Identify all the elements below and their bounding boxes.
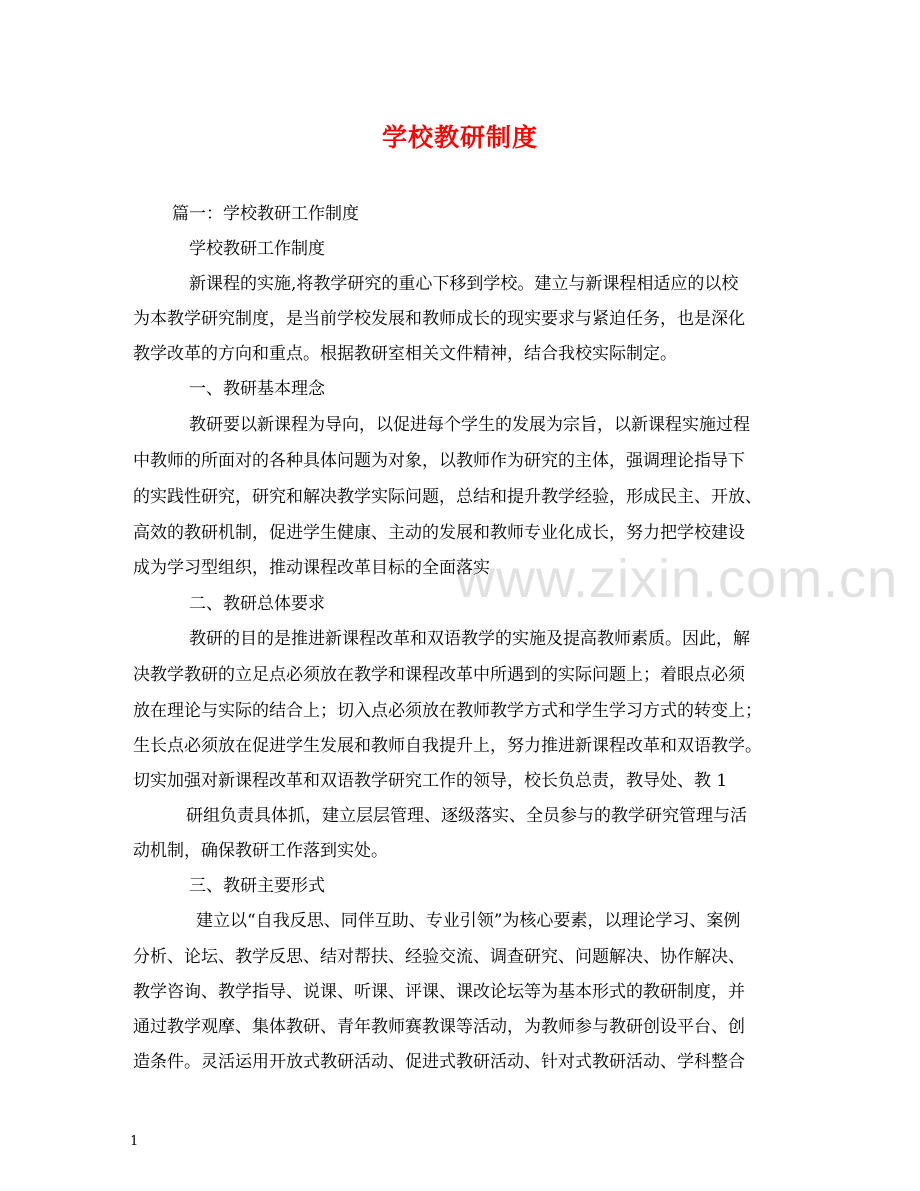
text-line: 分析、论坛、教学反思、结对帮扶、经验交流、调查研究、问题解决、协作解决、	[133, 947, 745, 967]
text-line: 的实践性研究，研究和解决教学实际问题，总结和提升教学经验，形成民主、开放、	[133, 487, 762, 507]
text-line: 为本教学研究制度，是当前学校发展和教师成长的现实要求与紧迫任务，也是深化	[133, 309, 745, 329]
text-line: 通过教学观摩、集体教研、青年教师赛教课等活动，为教师参与教研创设平台、创	[133, 1017, 745, 1037]
text-line: 高效的教研机制，促进学生健康、主动的发展和教师专业化成长，努力把学校建设	[133, 523, 745, 543]
text-line: 教学改革的方向和重点。根据教研室相关文件精神，结合我校实际制定。	[133, 344, 677, 364]
text-line: 三、教研主要形式	[189, 876, 325, 896]
text-line: 中教师的所面对的各种具体问题为对象，以教师作为研究的主体，强调理论指导下	[133, 451, 745, 471]
text-line: 成为学习型组织，推动课程改革目标的全面落实	[133, 558, 490, 578]
text-line: 决教学教研的立足点必须放在教学和课程改革中所遇到的实际问题上；着眼点必须	[133, 665, 745, 685]
text-line: 教学咨询、教学指导、说课、听课、评课、课改论坛等为基本形式的教研制度，并	[133, 982, 745, 1002]
document-title: 学校教研制度	[381, 123, 538, 152]
text-line: 篇一：学校教研工作制度	[172, 204, 359, 224]
text-line: 动机制，确保教研工作落到实处。	[133, 841, 388, 861]
text-line: 一、教研基本理念	[189, 379, 325, 399]
text-line: 学校教研工作制度	[189, 239, 325, 259]
text-line: 新课程的实施,将教学研究的重心下移到学校。建立与新课程相适应的以校	[189, 274, 739, 294]
page-number: 1	[130, 1134, 139, 1149]
text-line: 建立以“自我反思、同伴互助、专业引领”为核心要素，以理论学习、案例	[196, 911, 741, 931]
text-line: 研组负责具体抓，建立层层管理、逐级落实、全员参与的教学研究管理与活	[186, 806, 747, 826]
text-line: 二、教研总体要求	[189, 594, 325, 614]
text-line: 放在理论与实际的结合上；切入点必须放在教师教学方式和学生学习方式的转变上；	[133, 701, 762, 721]
watermark: www.zixin.com.cn	[456, 549, 899, 609]
text-line: 造条件。灵活运用开放式教研活动、促进式教研活动、针对式教研活动、学科整合	[133, 1052, 745, 1072]
text-line: 生长点必须放在促进学生发展和教师自我提升上，努力推进新课程改革和双语教学。	[133, 736, 762, 756]
text-line: 教研的目的是推进新课程改革和双语教学的实施及提高教师素质。因此，解	[189, 629, 750, 649]
text-line: 教研要以新课程为导向，以促进每个学生的发展为宗旨，以新课程实施过程	[189, 415, 750, 435]
text-line: 切实加强对新课程改革和双语教学研究工作的领导，校长负总责，教导处、教 1	[133, 771, 728, 791]
